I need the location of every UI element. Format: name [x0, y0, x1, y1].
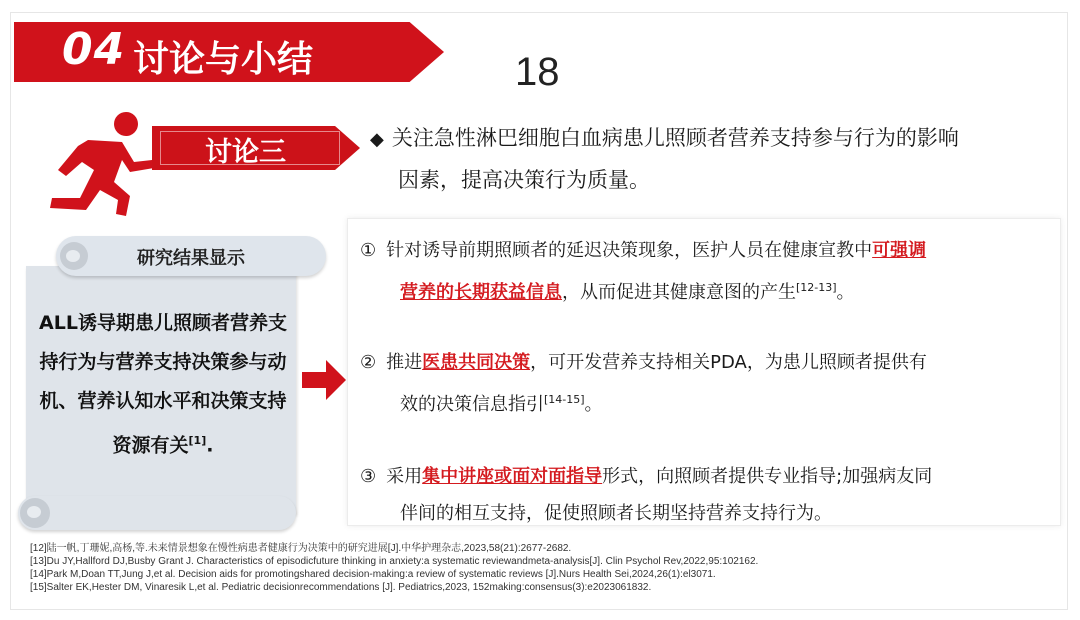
diamond-bullet-icon: ◆	[370, 129, 384, 150]
item-text: 形式，向照顾者提供专业指导;加强病友同	[602, 466, 933, 487]
item-text: 效的决策信息指引	[400, 394, 544, 415]
item-highlight: 营养的长期获益信息	[400, 282, 562, 303]
reference-item: [12]陆一帆,丁珊妮,高杨,等.未来情景想象在慢性病患者健康行为决策中的研究进展[J].中华护理杂志,2023,58(21):2677-2682.	[30, 543, 572, 554]
item-citation: [14-15]	[544, 393, 585, 406]
findings-body: ALL诱导期患儿照顾者营养支持行为与营养支持决策参与动机、营养认知水平和决策支持资源有关	[39, 312, 287, 457]
item-number: ①	[360, 240, 377, 261]
running-man-icon	[30, 110, 160, 220]
section-title: 讨论与小结	[133, 39, 314, 80]
item-text: 伴间的相互支持，促使照顾者长期坚持营养支持行为。	[400, 503, 832, 524]
findings-citation: [1]	[188, 434, 207, 447]
item-text: ，可开发营养支持相关PDA，为患儿照顾者提供有	[530, 352, 927, 373]
item-highlight: 集中讲座或面对面指导	[422, 466, 603, 487]
recommendation-item	[360, 344, 1050, 423]
item-text: ，从而促进其健康意图的产生	[562, 282, 796, 303]
discussion-intro	[370, 118, 1050, 200]
findings-text	[36, 304, 290, 465]
references	[30, 542, 1050, 594]
item-number: ②	[360, 352, 377, 373]
right-arrow-icon	[300, 358, 348, 402]
item-citation: [12-13]	[796, 281, 837, 294]
findings-scroll-bottom	[18, 496, 296, 530]
intro-line-2: 因素，提高决策行为质量。	[398, 168, 650, 192]
section-number: 04	[62, 24, 126, 75]
item-end: 。	[584, 394, 603, 415]
item-number: ③	[360, 466, 377, 487]
reference-item: [15]Salter EK,Hester DM, Vinaresik L,et al. Pediatric decisionrecommendations [J]. Pediatrics,2023, 152making:consensus(3):e2023061832.	[30, 582, 652, 593]
findings-end: .	[206, 434, 214, 457]
scroll-curl-inner	[27, 506, 41, 518]
item-text: 推进	[386, 352, 423, 373]
discussion-label: 讨论三	[205, 137, 286, 168]
item-end: 。	[836, 282, 855, 303]
reference-item: [13]Du JY,Hallford DJ,Busby Grant J. Characteristics of episodicfuture thinking in anxiety:a systematic reviewandmeta-analysis[J]. Clin Psychol Rev,2022,95:102162.	[30, 556, 759, 567]
item-highlight: 医患共同决策	[422, 352, 531, 373]
intro-line-1: 关注急性淋巴细胞白血病患儿照顾者营养支持参与行为的影响	[391, 126, 959, 150]
item-text: 针对诱导前期照顾者的延迟决策现象，医护人员在健康宣教中	[386, 240, 873, 261]
reference-item: [14]Park M,Doan TT,Jung J,et al. Decision aids for promotingshared decision-making:a review of systematic reviews [J].Nurs Health Sei,2024,26(1):el3071.	[30, 569, 716, 580]
recommendation-item	[360, 232, 1050, 311]
page-number: 18	[515, 50, 560, 94]
findings-header: 研究结果显示	[137, 248, 245, 269]
recommendation-item	[360, 458, 1050, 532]
item-text: 采用	[386, 466, 423, 487]
item-highlight: 可强调	[872, 240, 927, 261]
